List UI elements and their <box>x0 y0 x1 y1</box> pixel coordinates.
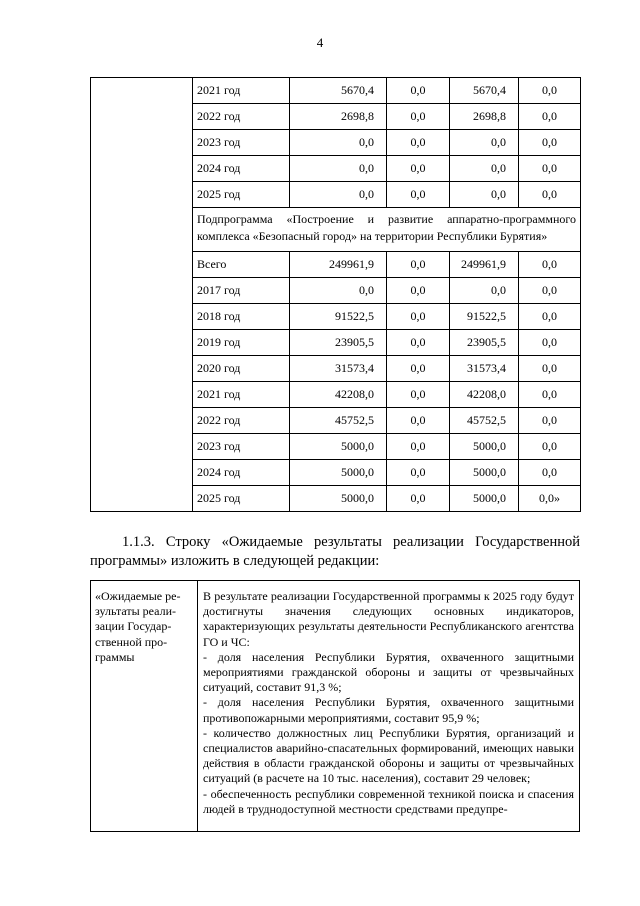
value-cell: 0,0 <box>519 304 581 330</box>
value-cell: 0,0 <box>387 252 450 278</box>
results-item: - доля населения Республики Бурятия, охваченного защитными противопожарными мероприятиями, составит 95,9 %; <box>203 695 574 725</box>
amendment-paragraph: 1.1.3. Строку «Ожидаемые результаты реализации Государственной программы» изложить в следующей редакции: <box>90 534 580 569</box>
results-label-line: зации Государ- <box>95 619 172 634</box>
value-cell: 5000,0 <box>450 460 519 486</box>
value-cell: 0,0 <box>519 434 581 460</box>
value-cell: 42208,0 <box>290 382 387 408</box>
subprogram-title: Подпрограмма «Построение и развитие аппаратно-программного комплекса «Безопасный город» на территории Республики Бурятия» <box>193 208 581 252</box>
value-cell: 0,0 <box>519 252 581 278</box>
value-cell: 45752,5 <box>290 408 387 434</box>
value-cell: 0,0 <box>519 460 581 486</box>
value-cell: 0,0 <box>387 278 450 304</box>
finance-table <box>90 77 581 512</box>
value-cell: 42208,0 <box>450 382 519 408</box>
page-number: 4 <box>316 35 324 50</box>
value-cell: 0,0 <box>387 130 450 156</box>
value-cell: 0,0 <box>519 130 581 156</box>
value-cell: 0,0 <box>387 182 450 208</box>
value-cell: 0,0 <box>519 330 581 356</box>
value-cell: 0,0 <box>519 156 581 182</box>
value-cell: 0,0 <box>387 330 450 356</box>
expected-results-table <box>90 580 580 832</box>
value-cell: 31573,4 <box>290 356 387 382</box>
value-cell: 0,0 <box>519 356 581 382</box>
results-label-line: «Ожидаемые ре- <box>95 589 181 603</box>
value-cell: 0,0 <box>450 278 519 304</box>
results-label-line: ственной про- <box>95 634 168 649</box>
results-item: - доля населения Республики Бурятия, охваченного защитными мероприятиями гражданской обороны и защиты от чрезвычайных ситуаций, составит 91,3 %; <box>203 649 574 695</box>
value-cell: 0,0 <box>519 408 581 434</box>
value-cell: 0,0» <box>519 486 581 512</box>
value-cell: 0,0 <box>387 460 450 486</box>
value-cell: 45752,5 <box>450 408 519 434</box>
table-row <box>91 78 581 104</box>
value-cell: 0,0 <box>290 278 387 304</box>
year-cell: 2022 год <box>193 408 290 434</box>
value-cell: 0,0 <box>387 486 450 512</box>
year-cell: 2019 год <box>193 330 290 356</box>
year-cell: 2025 год <box>193 182 290 208</box>
results-intro: В результате реализации Государственной программы к 2025 году будут достигнуты значения следующих основных индикаторов, характеризующих результаты деятельности Республиканского агентства ГО и ЧС: <box>203 589 574 649</box>
value-cell: 0,0 <box>290 130 387 156</box>
year-cell: 2023 год <box>193 130 290 156</box>
results-label-line: граммы <box>95 649 135 664</box>
value-cell: 0,0 <box>290 182 387 208</box>
value-cell: 5000,0 <box>450 486 519 512</box>
results-label-cell <box>91 581 198 832</box>
value-cell: 2698,8 <box>290 104 387 130</box>
value-cell: 0,0 <box>450 156 519 182</box>
year-cell: 2022 год <box>193 104 290 130</box>
value-cell: 0,0 <box>387 382 450 408</box>
value-cell: 0,0 <box>519 78 581 104</box>
value-cell: 23905,5 <box>450 330 519 356</box>
year-cell: 2021 год <box>193 78 290 104</box>
value-cell: 5000,0 <box>290 486 387 512</box>
value-cell: 0,0 <box>387 78 450 104</box>
year-cell: 2017 год <box>193 278 290 304</box>
value-cell: 0,0 <box>387 156 450 182</box>
results-item: - количество должностных лиц Республики Бурятия, организаций и специалистов аварийно-спасательных формирований, имеющих навыки действия в области гражданской обороны и защиты от чрезвычайных ситуаций (в расчете на 10 тыс. населения), составит 29 человек; <box>203 725 574 786</box>
results-label-line: зультаты реали- <box>95 604 176 619</box>
year-cell: Всего <box>193 252 290 278</box>
year-cell: 2020 год <box>193 356 290 382</box>
results-row <box>91 581 580 832</box>
results-text-cell <box>198 581 580 832</box>
value-cell: 0,0 <box>450 130 519 156</box>
value-cell: 0,0 <box>387 434 450 460</box>
year-cell: 2024 год <box>193 156 290 182</box>
value-cell: 0,0 <box>519 382 581 408</box>
value-cell: 0,0 <box>387 356 450 382</box>
value-cell: 23905,5 <box>290 330 387 356</box>
year-cell: 2018 год <box>193 304 290 330</box>
value-cell: 0,0 <box>519 278 581 304</box>
year-cell: 2021 год <box>193 382 290 408</box>
value-cell: 0,0 <box>290 156 387 182</box>
value-cell: 0,0 <box>387 104 450 130</box>
blank-cell <box>91 78 193 512</box>
value-cell: 5000,0 <box>450 434 519 460</box>
value-cell: 0,0 <box>519 104 581 130</box>
value-cell: 31573,4 <box>450 356 519 382</box>
value-cell: 2698,8 <box>450 104 519 130</box>
value-cell: 5670,4 <box>290 78 387 104</box>
results-item: - обеспеченность республики современной техникой поиска и спасения людей в труднодоступной местности средствами предупре- <box>203 786 574 816</box>
value-cell: 0,0 <box>387 408 450 434</box>
year-cell: 2023 год <box>193 434 290 460</box>
value-cell: 5670,4 <box>450 78 519 104</box>
value-cell: 0,0 <box>450 182 519 208</box>
value-cell: 91522,5 <box>290 304 387 330</box>
value-cell: 5000,0 <box>290 434 387 460</box>
year-cell: 2025 год <box>193 486 290 512</box>
value-cell: 0,0 <box>387 304 450 330</box>
year-cell: 2024 год <box>193 460 290 486</box>
value-cell: 249961,9 <box>290 252 387 278</box>
value-cell: 249961,9 <box>450 252 519 278</box>
value-cell: 5000,0 <box>290 460 387 486</box>
value-cell: 91522,5 <box>450 304 519 330</box>
value-cell: 0,0 <box>519 182 581 208</box>
